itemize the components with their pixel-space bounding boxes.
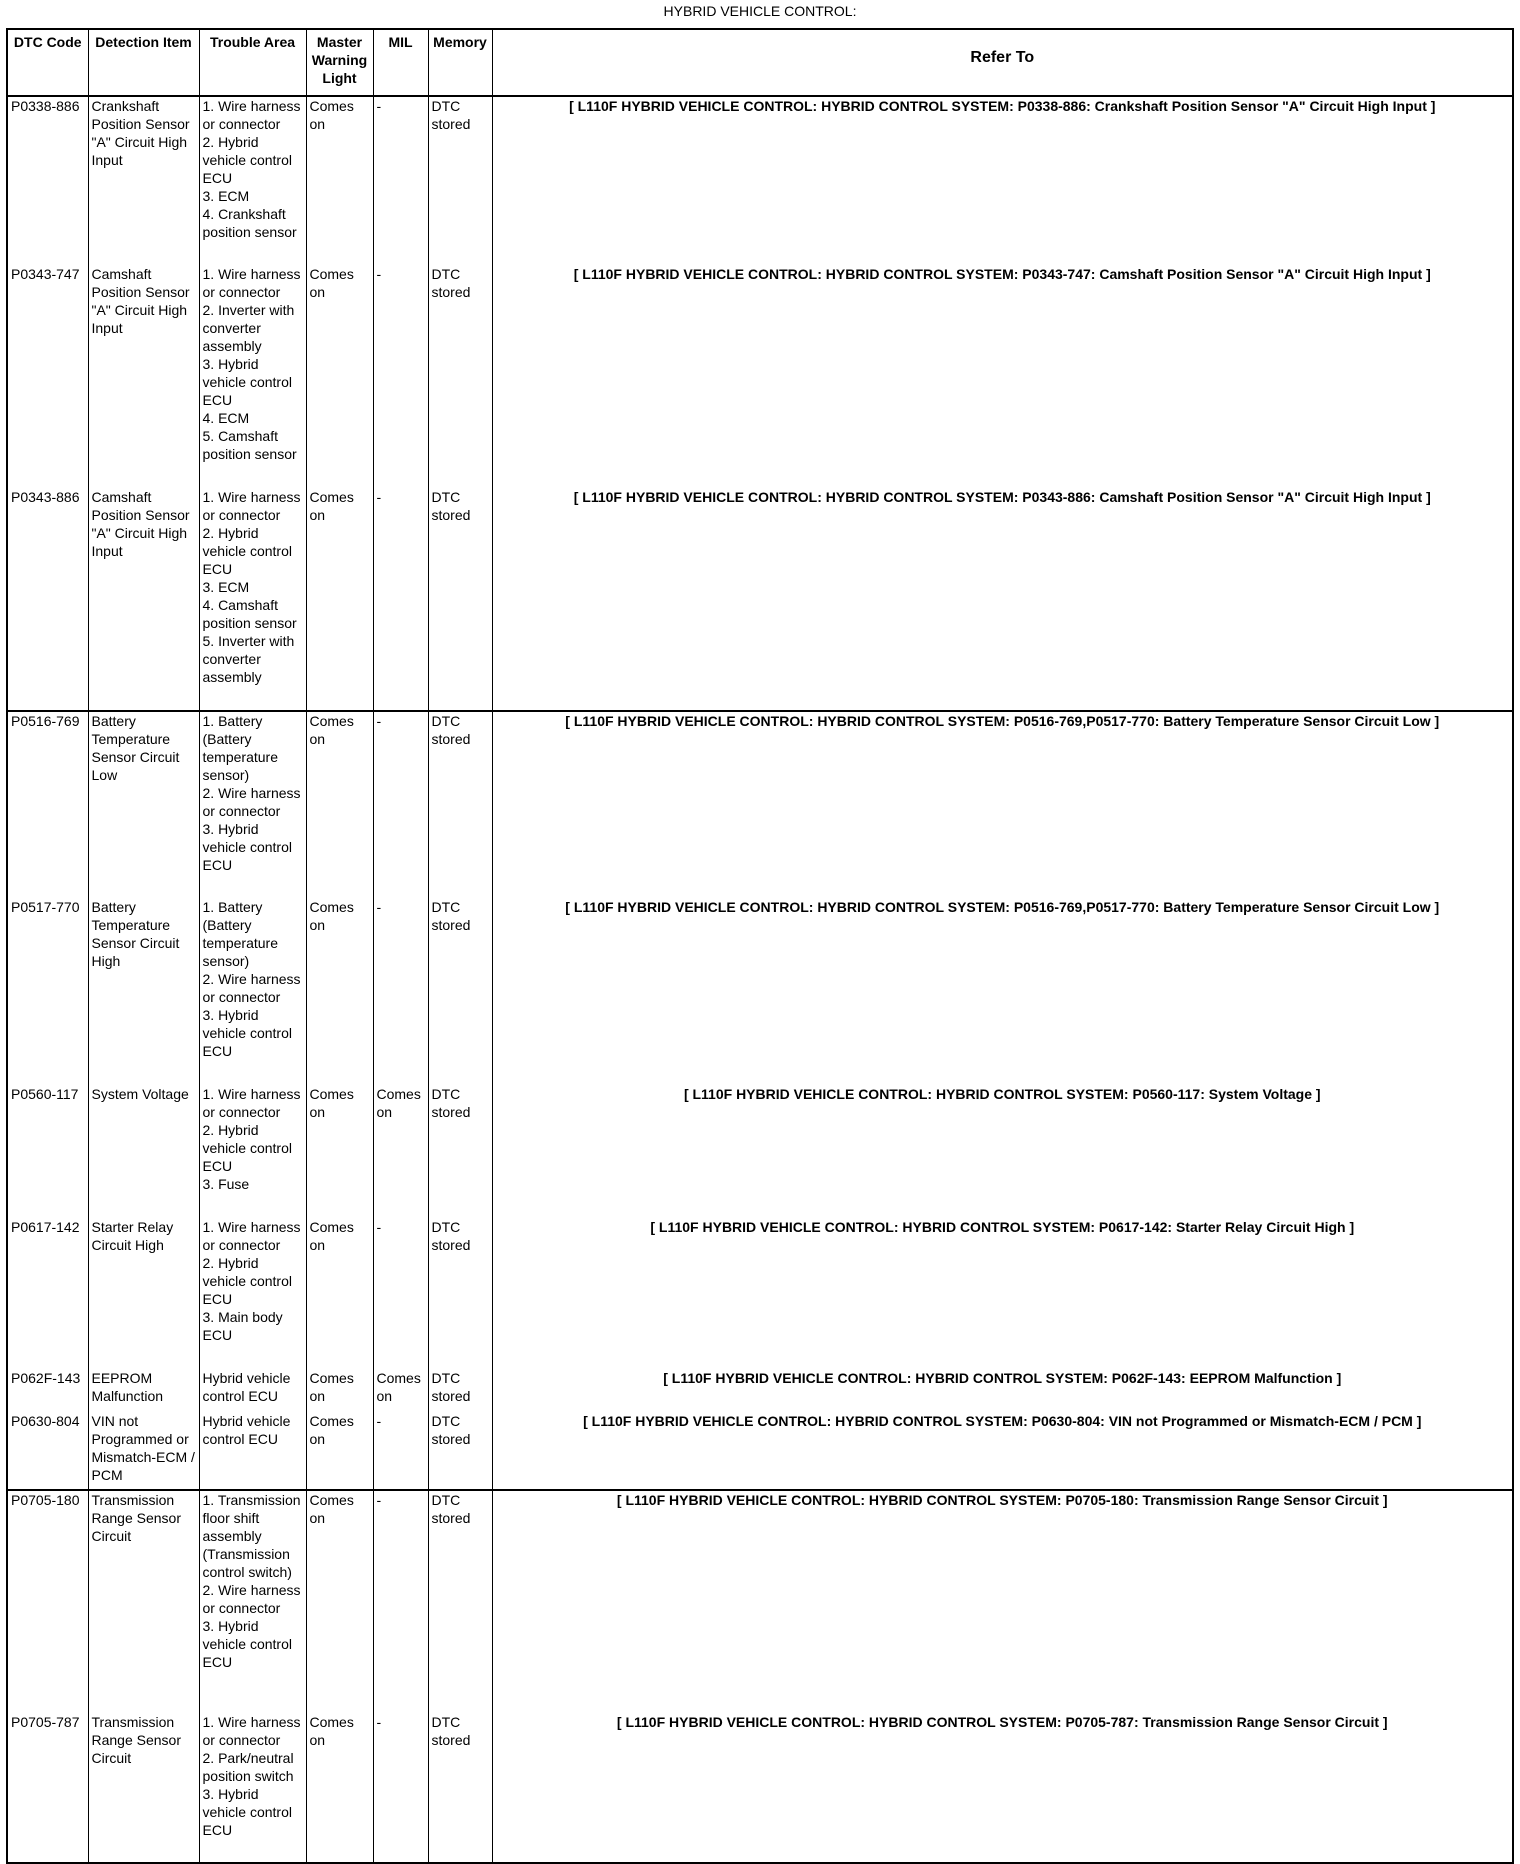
trouble-area-line: 2. Inverter with converter assembly	[202, 302, 295, 354]
trouble-area-cell	[199, 711, 306, 898]
mil-cell: -	[373, 96, 428, 265]
trouble-area-line: 5. Inverter with converter assembly	[202, 633, 295, 685]
mil-cell: -	[373, 711, 428, 898]
dtc-table	[6, 28, 1514, 1864]
refer-to-link[interactable]: [ L110F HYBRID VEHICLE CONTROL: HYBRID CONTROL SYSTEM: P0705-787: Transmission Range Sensor Circuit ]	[492, 1713, 1513, 1863]
column-header-memory: Memory	[428, 29, 492, 96]
trouble-area-cell	[199, 1713, 306, 1863]
trouble-area-line: 3. ECM	[202, 579, 250, 595]
trouble-area-line: 4. ECM	[202, 410, 250, 426]
detection-item-cell: Battery Temperature Sensor Circuit High	[88, 898, 199, 1085]
table-row	[7, 711, 1513, 898]
detection-item-cell: VIN not Programmed or Mismatch-ECM / PCM	[88, 1412, 199, 1490]
trouble-area-cell	[199, 1369, 306, 1412]
trouble-area-line: 1. Wire harness or connector	[202, 98, 301, 132]
master-warning-light-cell: Comes on	[306, 1218, 373, 1369]
trouble-area-line: 2. Hybrid vehicle control ECU	[202, 525, 292, 577]
trouble-area-line: 5. Camshaft position sensor	[202, 428, 297, 462]
dtc-code-cell: P0517-770	[7, 898, 88, 1085]
refer-to-link[interactable]: [ L110F HYBRID VEHICLE CONTROL: HYBRID CONTROL SYSTEM: P0343-747: Camshaft Position Sensor "A" Circuit High Input ]	[492, 265, 1513, 488]
column-header-detection-item: Detection Item	[88, 29, 199, 96]
detection-item-cell: Camshaft Position Sensor "A" Circuit High Input	[88, 265, 199, 488]
table-row	[7, 898, 1513, 1085]
dtc-code-cell: P0560-117	[7, 1085, 88, 1218]
column-header-master-warning-light: Master Warning Light	[306, 29, 373, 96]
trouble-area-line: Hybrid vehicle control ECU	[202, 1370, 291, 1404]
mil-cell: -	[373, 488, 428, 711]
dtc-code-cell: P0343-747	[7, 265, 88, 488]
master-warning-light-cell: Comes on	[306, 898, 373, 1085]
trouble-area-cell	[199, 488, 306, 711]
dtc-code-cell: P0617-142	[7, 1218, 88, 1369]
trouble-area-line: 2. Wire harness or connector	[202, 785, 301, 819]
master-warning-light-cell: Comes on	[306, 96, 373, 265]
mil-cell: -	[373, 1412, 428, 1490]
detection-item-cell: Camshaft Position Sensor "A" Circuit High Input	[88, 488, 199, 711]
trouble-area-cell	[199, 1490, 306, 1713]
dtc-code-cell: P0630-804	[7, 1412, 88, 1490]
memory-cell: DTC stored	[428, 488, 492, 711]
refer-to-link[interactable]: [ L110F HYBRID VEHICLE CONTROL: HYBRID CONTROL SYSTEM: P0516-769,P0517-770: Battery Temperature Sensor Circuit Low ]	[492, 898, 1513, 1085]
trouble-area-cell	[199, 1412, 306, 1490]
master-warning-light-cell: Comes on	[306, 1369, 373, 1412]
memory-cell: DTC stored	[428, 1713, 492, 1863]
trouble-area-line: 4. Camshaft position sensor	[202, 597, 297, 631]
trouble-area-line: 3. Hybrid vehicle control ECU	[202, 1786, 292, 1838]
dtc-code-cell: P0516-769	[7, 711, 88, 898]
trouble-area-line: 4. Crankshaft position sensor	[202, 206, 297, 240]
trouble-area-line: 1. Transmission floor shift assembly (Transmission control switch)	[202, 1492, 301, 1580]
trouble-area-line: 3. Hybrid vehicle control ECU	[202, 1007, 292, 1059]
detection-item-cell: System Voltage	[88, 1085, 199, 1218]
master-warning-light-cell: Comes on	[306, 265, 373, 488]
trouble-area-cell	[199, 898, 306, 1085]
table-row	[7, 1218, 1513, 1369]
trouble-area-cell	[199, 96, 306, 265]
trouble-area-cell	[199, 265, 306, 488]
mil-cell: Comes on	[373, 1369, 428, 1412]
dtc-code-cell: P0338-886	[7, 96, 88, 265]
trouble-area-line: 1. Wire harness or connector	[202, 1086, 301, 1120]
detection-item-cell: EEPROM Malfunction	[88, 1369, 199, 1412]
trouble-area-line: 3. Hybrid vehicle control ECU	[202, 821, 292, 873]
trouble-area-line: 2. Wire harness or connector	[202, 971, 301, 1005]
trouble-area-cell	[199, 1085, 306, 1218]
column-header-trouble-area: Trouble Area	[199, 29, 306, 96]
memory-cell: DTC stored	[428, 1085, 492, 1218]
dtc-code-cell: P062F-143	[7, 1369, 88, 1412]
refer-to-link[interactable]: [ L110F HYBRID VEHICLE CONTROL: HYBRID CONTROL SYSTEM: P0705-180: Transmission Range Sensor Circuit ]	[492, 1490, 1513, 1713]
trouble-area-line: 3. Hybrid vehicle control ECU	[202, 1618, 292, 1670]
mil-cell: -	[373, 898, 428, 1085]
memory-cell: DTC stored	[428, 1218, 492, 1369]
trouble-area-line: 2. Wire harness or connector	[202, 1582, 301, 1616]
trouble-area-line: 3. Main body ECU	[202, 1309, 283, 1343]
table-row	[7, 96, 1513, 265]
refer-to-link[interactable]: [ L110F HYBRID VEHICLE CONTROL: HYBRID CONTROL SYSTEM: P0338-886: Crankshaft Position Sensor "A" Circuit High Input ]	[492, 96, 1513, 265]
detection-item-cell: Battery Temperature Sensor Circuit Low	[88, 711, 199, 898]
detection-item-cell: Starter Relay Circuit High	[88, 1218, 199, 1369]
memory-cell: DTC stored	[428, 1412, 492, 1490]
trouble-area-line: 2. Hybrid vehicle control ECU	[202, 134, 292, 186]
memory-cell: DTC stored	[428, 1369, 492, 1412]
table-row	[7, 1490, 1513, 1713]
refer-to-link[interactable]: [ L110F HYBRID VEHICLE CONTROL: HYBRID CONTROL SYSTEM: P0630-804: VIN not Programmed or Mismatch-ECM / PCM ]	[492, 1412, 1513, 1490]
detection-item-cell: Transmission Range Sensor Circuit	[88, 1490, 199, 1713]
trouble-area-line: 1. Battery (Battery temperature sensor)	[202, 713, 278, 783]
trouble-area-line: 1. Wire harness or connector	[202, 1219, 301, 1253]
memory-cell: DTC stored	[428, 711, 492, 898]
dtc-code-cell: P0705-180	[7, 1490, 88, 1713]
page-title: HYBRID VEHICLE CONTROL:	[663, 3, 857, 19]
refer-to-link[interactable]: [ L110F HYBRID VEHICLE CONTROL: HYBRID CONTROL SYSTEM: P0560-117: System Voltage ]	[492, 1085, 1513, 1218]
memory-cell: DTC stored	[428, 1490, 492, 1713]
detection-item-cell: Transmission Range Sensor Circuit	[88, 1713, 199, 1863]
refer-to-link[interactable]: [ L110F HYBRID VEHICLE CONTROL: HYBRID CONTROL SYSTEM: P0343-886: Camshaft Position Sensor "A" Circuit High Input ]	[492, 488, 1513, 711]
trouble-area-line: 1. Wire harness or connector	[202, 266, 301, 300]
trouble-area-cell	[199, 1218, 306, 1369]
master-warning-light-cell: Comes on	[306, 1085, 373, 1218]
trouble-area-line: 1. Wire harness or connector	[202, 489, 301, 523]
table-header-row	[7, 29, 1513, 96]
table-row	[7, 1412, 1513, 1490]
detection-item-cell: Crankshaft Position Sensor "A" Circuit High Input	[88, 96, 199, 265]
mil-cell: -	[373, 265, 428, 488]
memory-cell: DTC stored	[428, 265, 492, 488]
table-row	[7, 1085, 1513, 1218]
trouble-area-line: 2. Hybrid vehicle control ECU	[202, 1255, 292, 1307]
mil-cell: -	[373, 1713, 428, 1863]
master-warning-light-cell: Comes on	[306, 711, 373, 898]
master-warning-light-cell: Comes on	[306, 1490, 373, 1713]
mil-cell: Comes on	[373, 1085, 428, 1218]
trouble-area-line: 3. Hybrid vehicle control ECU	[202, 356, 292, 408]
memory-cell: DTC stored	[428, 898, 492, 1085]
trouble-area-line: 2. Park/neutral position switch	[202, 1750, 294, 1784]
memory-cell: DTC stored	[428, 96, 492, 265]
trouble-area-line: 2. Hybrid vehicle control ECU	[202, 1122, 292, 1174]
column-header-mil: MIL	[373, 29, 428, 96]
trouble-area-line: 3. Fuse	[202, 1176, 250, 1192]
dtc-code-cell: P0705-787	[7, 1713, 88, 1863]
trouble-area-line: 1. Battery (Battery temperature sensor)	[202, 899, 278, 969]
table-row	[7, 1369, 1513, 1412]
table-row	[7, 1713, 1513, 1863]
mil-cell: -	[373, 1490, 428, 1713]
mil-cell: -	[373, 1218, 428, 1369]
column-header-refer-to: Refer To	[492, 29, 1513, 96]
dtc-code-cell: P0343-886	[7, 488, 88, 711]
refer-to-link[interactable]: [ L110F HYBRID VEHICLE CONTROL: HYBRID CONTROL SYSTEM: P062F-143: EEPROM Malfunction ]	[492, 1369, 1513, 1412]
table-row	[7, 265, 1513, 488]
refer-to-link[interactable]: [ L110F HYBRID VEHICLE CONTROL: HYBRID CONTROL SYSTEM: P0617-142: Starter Relay Circuit High ]	[492, 1218, 1513, 1369]
column-header-dtc-code: DTC Code	[7, 29, 88, 96]
trouble-area-line: Hybrid vehicle control ECU	[202, 1413, 291, 1447]
master-warning-light-cell: Comes on	[306, 1713, 373, 1863]
master-warning-light-cell: Comes on	[306, 488, 373, 711]
trouble-area-line: 3. ECM	[202, 188, 250, 204]
trouble-area-line: 1. Wire harness or connector	[202, 1714, 301, 1748]
refer-to-link[interactable]: [ L110F HYBRID VEHICLE CONTROL: HYBRID CONTROL SYSTEM: P0516-769,P0517-770: Battery Temperature Sensor Circuit Low ]	[492, 711, 1513, 898]
master-warning-light-cell: Comes on	[306, 1412, 373, 1490]
table-row	[7, 488, 1513, 711]
